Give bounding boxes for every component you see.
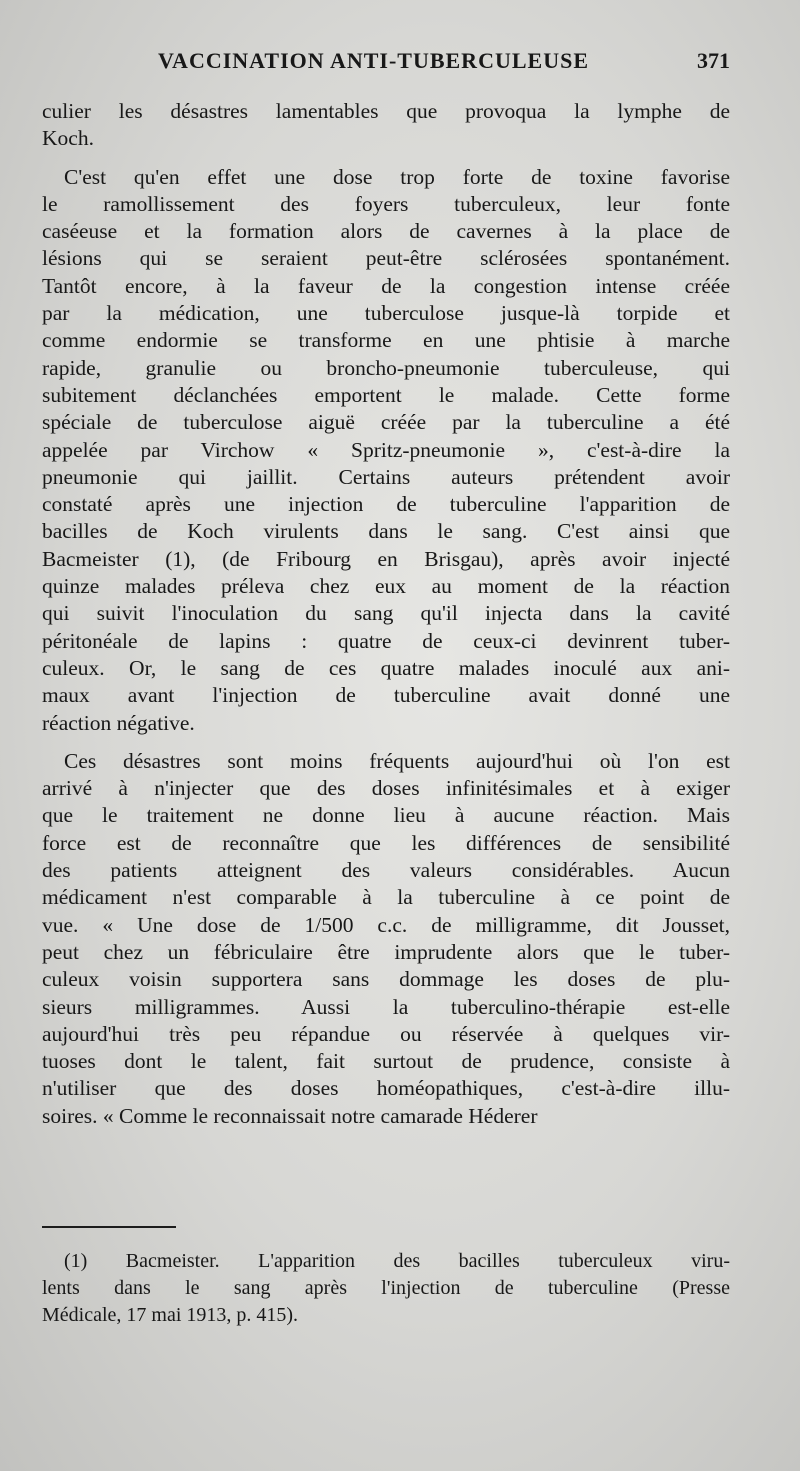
text-line: que le traitement ne donne lieu à aucune réaction. Mais [42,803,730,828]
text-line: médicament n'est comparable à la tuberculine à ce point de [42,885,730,910]
text-line: tuoses dont le talent, fait surtout de prudence, consiste à [42,1049,730,1074]
text-line: péritonéale de lapins : quatre de ceux-ci devinrent tuber- [42,628,730,653]
footnote-rule [42,1226,176,1228]
text-line: par la médication, une tuberculose jusque-là torpide et [42,301,730,326]
text-line: constaté après une injection de tuberculine l'apparition de [42,492,730,517]
paragraph [42,748,730,1130]
text-line: caséeuse et la formation alors de cavernes à la place de [42,219,730,244]
text-line: quinze malades préleva chez eux au moment de la réaction [42,574,730,599]
paragraph-gap [42,737,730,748]
footnote-line: lents dans le sang après l'injection de tuberculine (Presse [42,1277,730,1299]
text-line: sieurs milligrammes. Aussi la tuberculino-thérapie est-elle [42,994,730,1019]
text-line: subitement déclanchées emportent le malade. Cette forme [42,382,730,407]
text-line: Tantôt encore, à la faveur de la congestion intense créée [42,273,730,298]
text-line: n'utiliser que des doses homéopathiques, c'est-à-dire illu- [42,1076,730,1101]
paragraph [42,164,730,737]
text-line: Ces désastres sont moins fréquents aujourd'hui où l'on est [64,748,730,773]
text-line: Koch. [42,126,94,151]
running-head-title: VACCINATION ANTI-TUBERCULEUSE [158,48,589,73]
body-text [42,98,730,1130]
text-line: soires. « Comme le reconnaissait notre camarade Héderer [42,1103,538,1128]
text-line: le ramollissement des foyers tuberculeux, leur fonte [42,191,730,216]
text-line: culier les désastres lamentables que provoqua la lymphe de [42,99,730,123]
text-line: maux avant l'injection de tuberculine avait donné une [42,683,730,708]
running-head [40,48,730,78]
text-line: pneumonie qui jaillit. Certains auteurs prétendent avoir [42,464,730,489]
paragraph-gap [42,153,730,164]
text-line: des patients atteignent des valeurs considérables. Aucun [42,858,730,883]
footnote [42,1248,730,1329]
text-line: réaction négative. [42,710,195,735]
text-line: culeux. Or, le sang de ces quatre malades inoculé aux ani- [42,655,730,680]
text-line: spéciale de tuberculose aiguë créée par la tuberculine a été [42,410,730,435]
footnote-line: (1) Bacmeister. L'apparition des bacilles tuberculeux viru- [64,1250,730,1272]
text-line: arrivé à n'injecter que des doses infinitésimales et à exiger [42,776,730,801]
text-line: appelée par Virchow « Spritz-pneumonie », c'est-à-dire la [42,437,730,462]
footnote-line: Médicale, 17 mai 1913, p. 415). [42,1304,299,1326]
paragraph [42,98,730,153]
text-line: vue. « Une dose de 1/500 c.c. de milligramme, dit Jousset, [42,912,730,937]
text-line: aujourd'hui très peu répandue ou réservée à quelques vir- [42,1021,730,1046]
text-line: comme endormie se transforme en une phtisie à marche [42,328,730,353]
text-line: peut chez un fébriculaire être imprudente alors que le tuber- [42,939,730,964]
text-line: force est de reconnaître que les différences de sensibilité [42,830,730,855]
text-line: bacilles de Koch virulents dans le sang. C'est ainsi que [42,519,730,544]
text-line: C'est qu'en effet une dose trop forte de toxine favorise [64,164,730,189]
text-line: culeux voisin supportera sans dommage les doses de plu- [42,967,730,992]
text-line: qui suivit l'inoculation du sang qu'il injecta dans la cavité [42,601,730,626]
text-line: lésions qui se seraient peut-être sclérosées spontanément. [42,246,730,271]
text-line: rapide, granulie ou broncho-pneumonie tuberculeuse, qui [42,355,730,380]
page-number: 371 [697,48,730,73]
text-line: Bacmeister (1), (de Fribourg en Brisgau), après avoir injecté [42,546,730,571]
